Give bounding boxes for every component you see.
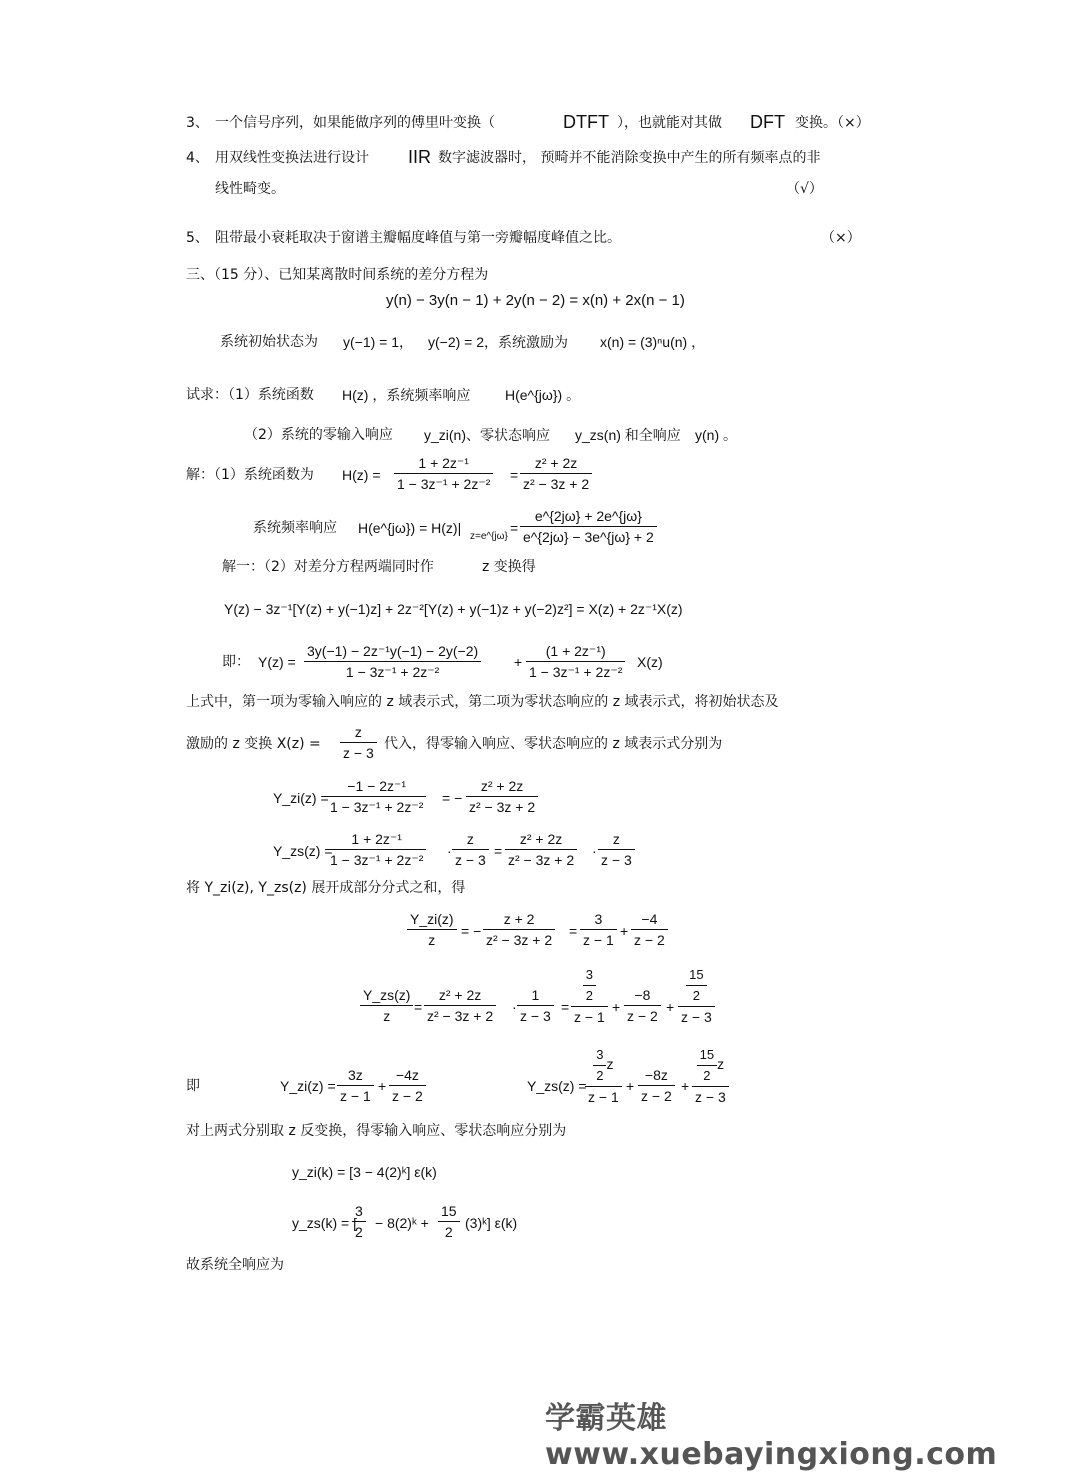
total-response-text: 故系统全响应为 — [186, 1257, 284, 1273]
pf2-c-den: z − 3 — [520, 1008, 551, 1024]
yz-tail: X(z) — [637, 654, 663, 670]
q4-text-pre: 用双线性变换法进行设计 — [215, 150, 369, 166]
pf2-a-top: 3 — [583, 966, 596, 986]
inverse-transform-text: 对上两式分别取 z 反变换，得零输入响应、零状态响应分别为 — [186, 1123, 567, 1139]
ask-1-freq: H(e^{jω}) 。 — [505, 387, 581, 403]
q4-text-line2: 线性畸变。 — [215, 181, 285, 197]
initial-state-label: 系统初始状态为 — [220, 334, 318, 350]
freq-response-label: 系统频率响应 — [253, 520, 337, 536]
yzs-k-frac-1 — [352, 1202, 366, 1241]
yz-num-2: (1 + 2z⁻¹) — [526, 642, 625, 662]
r2-d-den: z − 3 — [695, 1089, 726, 1105]
pf1-num: z + 2 — [483, 910, 555, 930]
paragraph-2a: 激励的 z 变换 X(z) = — [186, 736, 321, 752]
yz-den-1: 1 − 3z⁻¹ + 2z⁻² — [345, 664, 440, 680]
r2-b-fraction — [638, 1066, 675, 1105]
pf2-a-inner-fraction — [583, 966, 596, 1005]
yzs-k-top-2: 15 — [438, 1202, 460, 1222]
q4-iir: IIR — [408, 147, 432, 167]
pf2-a-bot: 2 — [585, 988, 593, 1003]
q3-dft: DFT — [750, 112, 785, 132]
plus-sign-3: + — [612, 999, 621, 1015]
pf2-d-inner-fraction — [686, 966, 706, 1005]
yzs-k-lhs: y_zs(k) = [ — [292, 1215, 357, 1231]
xz-fraction — [340, 723, 377, 762]
pf1-b-fraction — [631, 910, 668, 949]
pf2-a-fraction — [571, 966, 608, 1026]
yzs-num-2: z² + 2z — [505, 830, 577, 850]
yzi-den: 1 − 3z⁻¹ + 2z⁻² — [330, 799, 424, 815]
r1-b-den: z − 2 — [392, 1088, 423, 1104]
yzs-lhs: Y_zs(z) = — [273, 843, 333, 859]
r2-a-num — [585, 1046, 622, 1087]
pf1-lhs-den: z — [428, 932, 436, 948]
initial-state-1: y(−1) = 1， — [343, 334, 414, 350]
yzs-num: 1 + 2z⁻¹ — [327, 830, 426, 850]
yzs-den-2: z² − 3z + 2 — [508, 852, 575, 868]
ask-1-hz: H(z) ，系统频率响应 — [342, 387, 471, 403]
yzs-den: 1 − 3z⁻¹ + 2z⁻² — [330, 852, 424, 868]
q3-text-post: 变换。（×） — [795, 115, 870, 131]
pf2-d-fraction — [678, 966, 715, 1026]
yzi-eq2: = − — [442, 790, 463, 806]
freq-fraction — [520, 507, 657, 546]
yz-den-2: 1 − 3z⁻¹ + 2z⁻² — [529, 664, 623, 680]
freq-num: e^{2jω} + 2e^{jω} — [520, 507, 657, 527]
r2-b-den: z − 2 — [641, 1088, 672, 1104]
equals-sign-3: = — [494, 843, 503, 859]
pf2-num: z² + 2z — [424, 986, 496, 1006]
paragraph-2b: 代入，得零输入响应、零状态响应的 z 域表示式分别为 — [384, 736, 723, 752]
paragraph-1: 上式中，第一项为零输入响应的 z 域表示式，第二项为零状态响应的 z 域表示式，将初始状态及 — [186, 694, 779, 710]
plus-sign-7: + — [681, 1078, 690, 1094]
freq-den: e^{2jω} − 3e^{jω} + 2 — [523, 529, 654, 545]
equals-sign-2: = — [510, 520, 519, 536]
freq-lhs: H(e^{jω}) = H(z)| — [358, 520, 462, 536]
yzs-xz-fraction — [452, 830, 489, 869]
q5-text: 阻带最小衰耗取决于窗谱主瓣幅度峰值与第一旁瓣幅度峰值之比。 — [215, 230, 621, 246]
hz-den-2: z² − 3z + 2 — [523, 476, 590, 492]
yzs-k-bot: 2 — [355, 1224, 363, 1240]
r2-d-bot: 2 — [703, 1068, 711, 1083]
yz-fraction-1 — [304, 642, 481, 681]
pf2-lhs-fraction — [360, 986, 413, 1025]
equals-sign: = — [510, 467, 519, 483]
pf2-d-top: 15 — [686, 966, 706, 986]
xz-num: z — [340, 723, 377, 743]
pf2-lhs-den: z — [383, 1008, 391, 1024]
equals-sign-5: = — [414, 999, 423, 1015]
plus-sign: + — [514, 654, 523, 670]
q5-number: 5、 — [186, 230, 209, 246]
r2-a-den: z − 1 — [588, 1089, 619, 1105]
r1-b-num: −4z — [389, 1066, 426, 1086]
hz-fraction-2 — [520, 454, 592, 493]
q4-answer-mark: （√） — [786, 181, 823, 197]
q4-number: 4、 — [186, 150, 209, 166]
hz-fraction-1 — [394, 454, 493, 493]
yzs-xz-fraction-2 — [598, 830, 635, 869]
r2-d-z: z — [717, 1056, 725, 1073]
pf2-a-num — [571, 966, 608, 1007]
yzs-xz-den-2: z − 3 — [601, 852, 632, 868]
pf2-d-bot: 2 — [692, 988, 700, 1003]
yzs-xz-num-2: z — [598, 830, 635, 850]
r2-a-bot: 2 — [596, 1068, 604, 1083]
yzs-fraction — [327, 830, 426, 869]
pf1-a-den: z − 1 — [583, 932, 614, 948]
excitation: x(n) = (3)ⁿu(n) ， — [600, 334, 706, 350]
xz-den: z − 3 — [343, 745, 374, 761]
ask-2-y: y(n) 。 — [695, 427, 737, 443]
pf2-den: z² − 3z + 2 — [427, 1008, 494, 1024]
yzi-fraction — [327, 777, 426, 816]
r2-a-fraction — [585, 1046, 622, 1106]
freq-subscript: z=e^{jω} — [470, 531, 508, 542]
z-transform-equation: Y(z) − 3z⁻¹[Y(z) + y(−1)z] + 2z⁻²[Y(z) + y(−1)z + y(−2)z²] = X(z) + 2z⁻¹X(z) — [224, 601, 683, 617]
q4-text-post: 数字滤波器时， 预畸并不能消除变换中产生的所有频率点的非 — [438, 150, 821, 166]
pf1-fraction — [483, 910, 555, 949]
equals-sign-6: = — [561, 999, 570, 1015]
yzs-k-mid: − 8(2)ᵏ + — [375, 1215, 429, 1231]
q5-answer-mark: （×） — [821, 230, 861, 246]
ji-label-2: 即 — [186, 1078, 200, 1094]
pf1-b-num: −4 — [631, 910, 668, 930]
r1-lhs: Y_zi(z) = — [280, 1078, 336, 1094]
pf2-d-den: z − 3 — [681, 1009, 712, 1025]
ask-2-label: （2）系统的零输入响应 — [244, 427, 393, 443]
ask-2-zs: y_zs(n) 和全响应 — [575, 427, 681, 443]
solution-1-label: 解：（1）系统函数为 — [186, 467, 314, 483]
pf1-lhs-fraction — [407, 910, 457, 949]
solution-2-label: 解一：（2）对差分方程两端同时作 — [222, 559, 434, 575]
yzi-lhs: Y_zi(z) = — [273, 790, 329, 806]
r2-a-top: 3 — [593, 1046, 606, 1066]
hz-lhs: H(z) = — [342, 467, 381, 483]
r2-d-num — [692, 1046, 729, 1087]
pf1-b-den: z − 2 — [634, 932, 665, 948]
yzi-num: −1 − 2z⁻¹ — [327, 777, 426, 797]
ask-1-label: 试求：（1）系统函数 — [186, 387, 314, 403]
pf1-a-fraction — [580, 910, 617, 949]
plus-sign-5: + — [378, 1078, 387, 1094]
r2-d-inner-fraction — [697, 1046, 717, 1085]
yzs-k-tail: (3)ᵏ] ε(k) — [465, 1215, 518, 1231]
dot-2: · — [592, 843, 597, 859]
yzi-fraction-2 — [466, 777, 538, 816]
r1-a-den: z − 1 — [340, 1088, 371, 1104]
initial-state-2: y(−2) = 2，系统激励为 — [428, 334, 569, 350]
yzs-k-bot-2: 2 — [444, 1224, 453, 1240]
plus-sign-6: + — [626, 1078, 635, 1094]
expand-text: 将 Y_zi(z), Y_zs(z) 展开成部分分式之和，得 — [186, 880, 466, 896]
section3-heading: 三、（15 分）、已知某离散时间系统的差分方程为 — [186, 267, 489, 283]
pf1-mid: = − — [461, 923, 482, 939]
r2-lhs: Y_zs(z) = — [527, 1078, 587, 1094]
dot-3: · — [512, 999, 517, 1015]
yzi-k-result: y_zi(k) = [3 − 4(2)ᵏ] ε(k) — [292, 1164, 437, 1180]
plus-sign-2: + — [620, 923, 629, 939]
watermark: 学霸英雄 www.xuebayingxiong.com — [545, 1401, 998, 1472]
yz-fraction-2 — [526, 642, 625, 681]
pf2-b-num: −8 — [624, 986, 661, 1006]
r2-a-z: z — [606, 1056, 614, 1073]
r2-d-fraction — [692, 1046, 729, 1106]
hz-den: 1 − 3z⁻¹ + 2z⁻² — [397, 476, 491, 492]
r1-a-fraction — [337, 1066, 374, 1105]
yz-lhs: Y(z) = — [258, 654, 296, 670]
pf1-den: z² − 3z + 2 — [486, 932, 553, 948]
r1-b-fraction — [389, 1066, 426, 1105]
plus-sign-4: + — [666, 999, 675, 1015]
yzs-xz-num: z — [452, 830, 489, 850]
q3-text-mid: ），也就能对其做 — [617, 115, 722, 131]
solution-2-tail: z 变换得 — [482, 559, 536, 575]
yzi-den-2: z² − 3z + 2 — [469, 799, 536, 815]
pf2-b-fraction — [624, 986, 661, 1025]
yzs-k-frac-2 — [438, 1202, 460, 1241]
hz-num-2: z² + 2z — [520, 454, 592, 474]
q3-dtft: DTFT — [563, 112, 609, 132]
hz-num: 1 + 2z⁻¹ — [394, 454, 493, 474]
ji-label: 即： — [222, 654, 250, 670]
yzi-num-2: z² + 2z — [466, 777, 538, 797]
ask-2-zi: y_zi(n)、零状态响应 — [424, 427, 551, 443]
pf2-d-num — [678, 966, 715, 1007]
q3-text-pre: 一个信号序列，如果能做序列的傅里叶变换（ — [215, 115, 495, 131]
pf2-c-fraction — [517, 986, 554, 1025]
r2-b-num: −8z — [638, 1066, 675, 1086]
yzs-fraction-2 — [505, 830, 577, 869]
yzs-k-top: 3 — [352, 1202, 366, 1222]
pf2-lhs-num: Y_zs(z) — [360, 986, 413, 1006]
pf1-lhs-num: Y_zi(z) — [407, 910, 457, 930]
equals-sign-4: = — [569, 923, 578, 939]
r2-d-top: 15 — [697, 1046, 717, 1066]
pf2-fraction — [424, 986, 496, 1025]
r1-a-num: 3z — [337, 1066, 374, 1086]
r2-a-inner-fraction — [593, 1046, 606, 1085]
pf2-b-den: z − 2 — [627, 1008, 658, 1024]
pf2-a-den: z − 1 — [574, 1009, 605, 1025]
q3-number: 3、 — [186, 115, 209, 131]
yzs-xz-den: z − 3 — [455, 852, 486, 868]
pf2-c-num: 1 — [517, 986, 554, 1006]
pf1-a-num: 3 — [580, 910, 617, 930]
difference-equation: y(n) − 3y(n − 1) + 2y(n − 2) = x(n) + 2x(n − 1) — [386, 292, 685, 309]
dot-1: · — [447, 843, 452, 859]
yz-num-1: 3y(−1) − 2z⁻¹y(−1) − 2y(−2) — [304, 642, 481, 662]
